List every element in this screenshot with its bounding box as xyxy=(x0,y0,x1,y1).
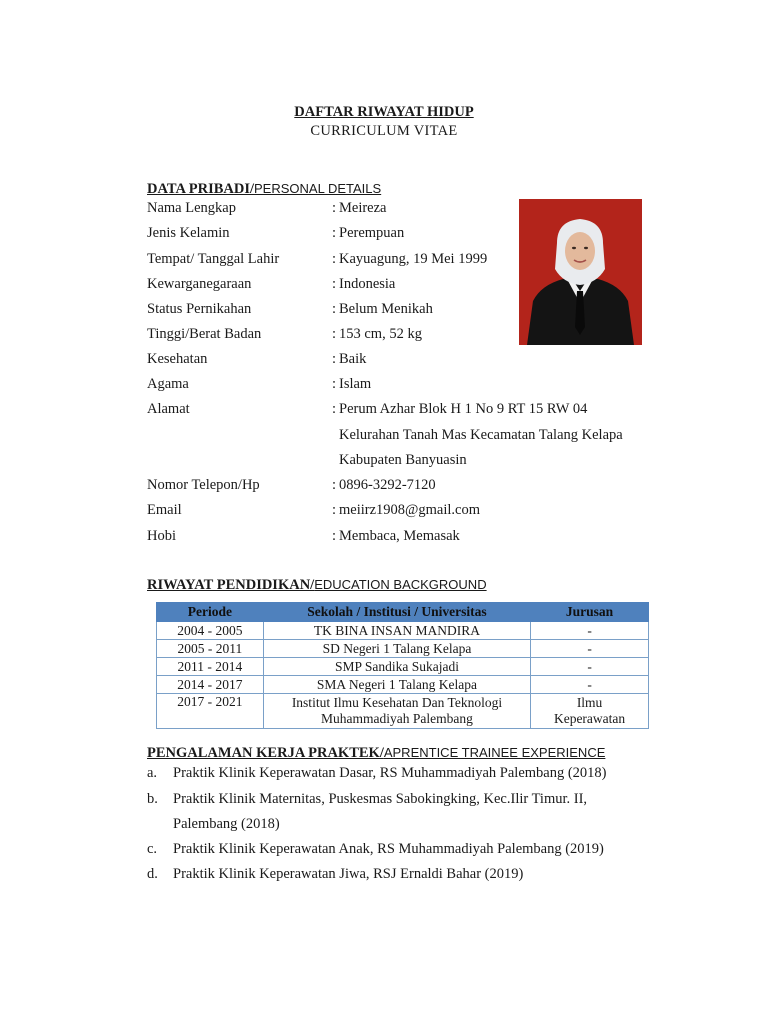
table-header-row xyxy=(157,603,649,622)
row-colon: : xyxy=(332,401,337,417)
table-cell: 2011 - 2014 xyxy=(157,658,264,676)
row-colon: : xyxy=(332,301,337,317)
personal-row-name xyxy=(147,200,507,220)
column-header: Periode xyxy=(157,603,264,622)
experience-heading-en: APRENTICE TRAINEE EXPERIENCE xyxy=(383,745,606,760)
table-row xyxy=(157,676,649,694)
row-value: Kayuagung, 19 Mei 1999 xyxy=(339,251,488,267)
row-colon: : xyxy=(332,351,337,367)
portrait-illustration xyxy=(519,199,642,345)
table-cell: 2004 - 2005 xyxy=(157,622,264,640)
cell-line: Muhammadiyah Palembang xyxy=(321,711,473,726)
experience-heading xyxy=(147,745,605,762)
personal-row-health xyxy=(147,351,507,371)
row-colon: : xyxy=(332,225,337,241)
row-value: Belum Menikah xyxy=(339,301,433,317)
table-cell: 2005 - 2011 xyxy=(157,640,264,658)
cell-line: Keperawatan xyxy=(553,711,626,726)
education-table xyxy=(156,602,649,729)
table-cell: SMA Negeri 1 Talang Kelapa xyxy=(263,676,530,694)
personal-row-gender xyxy=(147,225,507,245)
column-header: Sekolah / Institusi / Universitas xyxy=(263,603,530,622)
table-cell: - xyxy=(531,658,649,676)
row-colon: : xyxy=(332,528,337,544)
list-text: Praktik Klinik Keperawatan Anak, RS Muhammadiyah Palembang (2019) xyxy=(173,841,604,857)
document-subtitle: CURRICULUM VITAE xyxy=(310,123,458,139)
cell-line: Institut Ilmu Kesehatan Dan Teknologi xyxy=(291,695,503,710)
table-cell: 2014 - 2017 xyxy=(157,676,264,694)
row-label: Alamat xyxy=(147,401,190,417)
row-label: Tempat/ Tanggal Lahir xyxy=(147,251,280,267)
row-value: Perum Azhar Blok H 1 No 9 RT 15 RW 04 xyxy=(339,401,588,417)
column-header: Jurusan xyxy=(531,603,649,622)
row-colon: : xyxy=(332,326,337,342)
address-line-2: Kelurahan Tanah Mas Kecamatan Talang Kelapa xyxy=(339,427,623,443)
table-cell: - xyxy=(531,622,649,640)
table-row xyxy=(157,658,649,676)
row-value: 153 cm, 52 kg xyxy=(339,326,422,342)
list-text: Praktik Klinik Maternitas, Puskesmas Sabokingking, Kec.Ilir Timur. II, xyxy=(173,791,588,807)
row-label: Email xyxy=(147,502,182,518)
table-row xyxy=(157,640,649,658)
list-marker: c. xyxy=(147,841,158,857)
table-cell xyxy=(531,694,649,729)
row-value: meiirz1908@gmail.com xyxy=(339,502,480,518)
row-label: Nomor Telepon/Hp xyxy=(147,477,260,493)
table-cell: SMP Sandika Sukajadi xyxy=(263,658,530,676)
row-colon: : xyxy=(332,200,337,216)
education-heading-id: RIWAYAT PENDIDIKAN/ xyxy=(147,577,315,593)
table-row xyxy=(157,694,649,729)
row-label: Tinggi/Berat Badan xyxy=(147,326,262,342)
personal-row-email xyxy=(147,502,507,522)
personal-row-phone xyxy=(147,477,507,497)
personal-row-marital xyxy=(147,301,507,321)
table-cell xyxy=(263,694,530,729)
table-cell: - xyxy=(531,640,649,658)
personal-heading-en: PERSONAL DETAILS xyxy=(254,181,382,196)
list-marker: d. xyxy=(147,866,158,882)
table-cell: 2017 - 2021 xyxy=(157,694,264,729)
portrait-photo xyxy=(519,199,642,345)
row-value: Meireza xyxy=(339,200,387,216)
row-label: Kesehatan xyxy=(147,351,208,367)
personal-row-address xyxy=(147,401,588,421)
list-text: Praktik Klinik Keperawatan Jiwa, RSJ Ernaldi Bahar (2019) xyxy=(173,866,524,882)
address-line-3: Kabupaten Banyuasin xyxy=(339,452,467,468)
row-value: Indonesia xyxy=(339,276,396,292)
row-value: Membaca, Memasak xyxy=(339,528,460,544)
row-label: Nama Lengkap xyxy=(147,200,236,216)
row-colon: : xyxy=(332,477,337,493)
table-cell: SD Negeri 1 Talang Kelapa xyxy=(263,640,530,658)
education-heading xyxy=(147,577,487,594)
personal-row-hobby xyxy=(147,528,507,548)
cell-line: Ilmu xyxy=(576,695,603,710)
personal-row-height-weight xyxy=(147,326,507,346)
row-colon: : xyxy=(332,276,337,292)
row-value: Islam xyxy=(339,376,372,392)
row-value: Perempuan xyxy=(339,225,405,241)
table-cell: TK BINA INSAN MANDIRA xyxy=(263,622,530,640)
experience-heading-id: PENGALAMAN KERJA PRAKTEK/ xyxy=(147,745,384,761)
row-label: Jenis Kelamin xyxy=(147,225,230,241)
list-marker: b. xyxy=(147,791,158,807)
document-title: DAFTAR RIWAYAT HIDUP xyxy=(294,104,474,120)
row-label: Agama xyxy=(147,376,189,392)
row-label: Hobi xyxy=(147,528,176,544)
table-cell: - xyxy=(531,676,649,694)
list-text: Palembang (2018) xyxy=(173,816,280,832)
row-colon: : xyxy=(332,376,337,392)
personal-row-religion xyxy=(147,376,507,396)
table-row xyxy=(157,622,649,640)
row-value: 0896-3292-7120 xyxy=(339,477,436,493)
personal-row-birth xyxy=(147,251,507,271)
row-colon: : xyxy=(332,502,337,518)
list-text: Praktik Klinik Keperawatan Dasar, RS Muhammadiyah Palembang (2018) xyxy=(173,765,607,781)
row-colon: : xyxy=(332,251,337,267)
personal-details-heading xyxy=(147,181,381,198)
education-heading-en: EDUCATION BACKGROUND xyxy=(314,577,487,592)
list-marker: a. xyxy=(147,765,158,781)
row-value: Baik xyxy=(339,351,367,367)
row-label: Status Pernikahan xyxy=(147,301,252,317)
personal-heading-id: DATA PRIBADI/ xyxy=(147,181,255,197)
personal-row-nationality xyxy=(147,276,507,296)
row-label: Kewarganegaraan xyxy=(147,276,252,292)
